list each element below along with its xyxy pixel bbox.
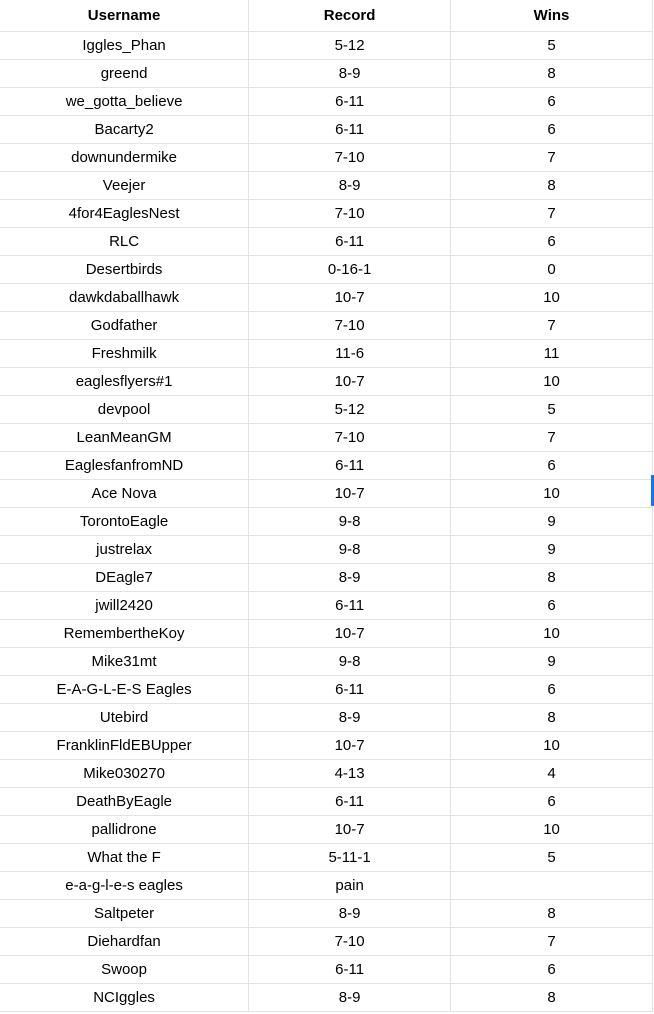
table-row	[0, 340, 653, 368]
cell-username[interactable]: RLC	[0, 228, 249, 256]
cell-username[interactable]: Godfather	[0, 312, 249, 340]
table-row	[0, 760, 653, 788]
cell-wins[interactable]: 8	[451, 564, 653, 592]
table-row	[0, 228, 653, 256]
table-row	[0, 200, 653, 228]
cell-record[interactable]: 6-11	[249, 116, 451, 144]
cell-wins[interactable]: 7	[451, 312, 653, 340]
cell-wins[interactable]: 8	[451, 900, 653, 928]
cell-wins[interactable]: 0	[451, 256, 653, 284]
cell-username[interactable]: Saltpeter	[0, 900, 249, 928]
header-row	[0, 0, 653, 32]
table-row	[0, 424, 653, 452]
cell-wins[interactable]: 6	[451, 592, 653, 620]
cell-username[interactable]: Freshmilk	[0, 340, 249, 368]
table-row	[0, 592, 653, 620]
cell-username[interactable]: 4for4EaglesNest	[0, 200, 249, 228]
cell-record[interactable]: 10-7	[249, 816, 451, 844]
cell-wins[interactable]: 6	[451, 228, 653, 256]
cell-wins[interactable]: 7	[451, 200, 653, 228]
cell-wins[interactable]: 5	[451, 396, 653, 424]
cell-username[interactable]: Desertbirds	[0, 256, 249, 284]
cell-wins[interactable]	[451, 872, 653, 900]
cell-wins[interactable]: 7	[451, 928, 653, 956]
cell-record[interactable]: 10-7	[249, 284, 451, 312]
header-username[interactable]: Username	[0, 0, 249, 32]
cell-wins[interactable]: 9	[451, 508, 653, 536]
cell-record[interactable]: pain	[249, 872, 451, 900]
cell-wins[interactable]: 9	[451, 648, 653, 676]
cell-wins[interactable]: 6	[451, 116, 653, 144]
table-row	[0, 368, 653, 396]
table-row	[0, 480, 653, 508]
cell-username[interactable]: Mike030270	[0, 760, 249, 788]
cell-username[interactable]: TorontoEagle	[0, 508, 249, 536]
cell-record[interactable]: 5-12	[249, 396, 451, 424]
cell-record[interactable]: 7-10	[249, 424, 451, 452]
table-row	[0, 928, 653, 956]
cell-record[interactable]: 10-7	[249, 732, 451, 760]
table-row	[0, 956, 653, 984]
cell-username[interactable]: Veejer	[0, 172, 249, 200]
cell-record[interactable]: 8-9	[249, 564, 451, 592]
cell-record[interactable]: 0-16-1	[249, 256, 451, 284]
cell-record[interactable]: 10-7	[249, 368, 451, 396]
cell-username[interactable]: eaglesflyers#1	[0, 368, 249, 396]
table-row	[0, 732, 653, 760]
header-row-group	[0, 0, 653, 32]
cell-username[interactable]: dawkdaballhawk	[0, 284, 249, 312]
cell-wins[interactable]: 11	[451, 340, 653, 368]
cell-record[interactable]: 9-8	[249, 508, 451, 536]
table-row	[0, 396, 653, 424]
cell-wins[interactable]: 6	[451, 676, 653, 704]
cell-wins[interactable]: 7	[451, 424, 653, 452]
header-wins[interactable]: Wins	[451, 0, 653, 32]
cell-wins[interactable]: 10	[451, 732, 653, 760]
cell-username[interactable]: LeanMeanGM	[0, 424, 249, 452]
cell-username[interactable]: FranklinFldEBUpper	[0, 732, 249, 760]
cell-record[interactable]: 6-11	[249, 592, 451, 620]
cell-record[interactable]: 7-10	[249, 928, 451, 956]
cell-wins[interactable]: 5	[451, 32, 653, 60]
table-row	[0, 32, 653, 60]
cell-username[interactable]: greend	[0, 60, 249, 88]
cell-username[interactable]: RemembertheKoy	[0, 620, 249, 648]
table-body	[0, 32, 653, 1012]
cell-wins[interactable]: 6	[451, 788, 653, 816]
cell-username[interactable]: NCIggles	[0, 984, 249, 1012]
table-row	[0, 620, 653, 648]
cell-username[interactable]: justrelax	[0, 536, 249, 564]
cell-wins[interactable]: 6	[451, 88, 653, 116]
cell-wins[interactable]: 7	[451, 144, 653, 172]
table-row	[0, 312, 653, 340]
cell-record[interactable]: 9-8	[249, 536, 451, 564]
table-row	[0, 172, 653, 200]
cell-wins[interactable]: 10	[451, 620, 653, 648]
cell-wins[interactable]: 6	[451, 956, 653, 984]
table-row	[0, 536, 653, 564]
cell-record[interactable]: 6-11	[249, 676, 451, 704]
table-row	[0, 984, 653, 1012]
cell-username[interactable]: DeathByEagle	[0, 788, 249, 816]
table-row	[0, 284, 653, 312]
cell-record[interactable]: 9-8	[249, 648, 451, 676]
cell-record[interactable]: 7-10	[249, 200, 451, 228]
cell-username[interactable]: jwill2420	[0, 592, 249, 620]
table-row	[0, 508, 653, 536]
cell-wins[interactable]: 6	[451, 452, 653, 480]
cell-record[interactable]: 6-11	[249, 228, 451, 256]
cell-username[interactable]: DEagle7	[0, 564, 249, 592]
cell-record[interactable]: 6-11	[249, 956, 451, 984]
cell-wins[interactable]: 9	[451, 536, 653, 564]
cell-wins[interactable]: 10	[451, 368, 653, 396]
cell-record[interactable]: 5-12	[249, 32, 451, 60]
cell-username[interactable]: Iggles_Phan	[0, 32, 249, 60]
table-row	[0, 144, 653, 172]
cell-record[interactable]: 10-7	[249, 620, 451, 648]
table-row	[0, 788, 653, 816]
cell-wins[interactable]: 8	[451, 984, 653, 1012]
cell-username[interactable]: devpool	[0, 396, 249, 424]
table-row	[0, 816, 653, 844]
cell-wins[interactable]: 8	[451, 704, 653, 732]
cell-record[interactable]: 6-11	[249, 88, 451, 116]
cell-username[interactable]: What the F	[0, 844, 249, 872]
cell-record[interactable]: 6-11	[249, 788, 451, 816]
cell-record[interactable]: 7-10	[249, 312, 451, 340]
table-row	[0, 60, 653, 88]
cell-username[interactable]: E-A-G-L-E-S Eagles	[0, 676, 249, 704]
cell-username[interactable]: e-a-g-l-e-s eagles	[0, 872, 249, 900]
cell-wins[interactable]: 10	[451, 480, 653, 508]
cell-wins[interactable]: 8	[451, 172, 653, 200]
cell-username[interactable]: pallidrone	[0, 816, 249, 844]
cell-username[interactable]: Bacarty2	[0, 116, 249, 144]
table-row	[0, 844, 653, 872]
cell-username[interactable]: downundermike	[0, 144, 249, 172]
cell-username[interactable]: Diehardfan	[0, 928, 249, 956]
cell-username[interactable]: we_gotta_believe	[0, 88, 249, 116]
cell-wins[interactable]: 4	[451, 760, 653, 788]
cell-record[interactable]: 8-9	[249, 704, 451, 732]
cell-record[interactable]: 6-11	[249, 452, 451, 480]
cell-record[interactable]: 10-7	[249, 480, 451, 508]
table-row	[0, 564, 653, 592]
table-row	[0, 704, 653, 732]
cell-username[interactable]: Swoop	[0, 956, 249, 984]
table-row	[0, 676, 653, 704]
cell-record[interactable]: 8-9	[249, 172, 451, 200]
cell-record[interactable]: 7-10	[249, 144, 451, 172]
cell-username[interactable]: Utebird	[0, 704, 249, 732]
table-row	[0, 872, 653, 900]
cell-record[interactable]: 4-13	[249, 760, 451, 788]
table-row	[0, 452, 653, 480]
table-row	[0, 116, 653, 144]
table-row	[0, 900, 653, 928]
table-row	[0, 256, 653, 284]
cell-username[interactable]: Ace Nova	[0, 480, 249, 508]
cell-username[interactable]: Mike31mt	[0, 648, 249, 676]
table-row	[0, 88, 653, 116]
table-row	[0, 648, 653, 676]
cell-record[interactable]: 8-9	[249, 900, 451, 928]
cell-record[interactable]: 5-11-1	[249, 844, 451, 872]
cell-wins[interactable]: 10	[451, 284, 653, 312]
header-record[interactable]: Record	[249, 0, 451, 32]
cell-wins[interactable]: 5	[451, 844, 653, 872]
cell-record[interactable]: 8-9	[249, 984, 451, 1012]
cell-username[interactable]: EaglesfanfromND	[0, 452, 249, 480]
cell-wins[interactable]: 10	[451, 816, 653, 844]
cell-record[interactable]: 8-9	[249, 60, 451, 88]
cell-record[interactable]: 11-6	[249, 340, 451, 368]
cell-wins[interactable]: 8	[451, 60, 653, 88]
